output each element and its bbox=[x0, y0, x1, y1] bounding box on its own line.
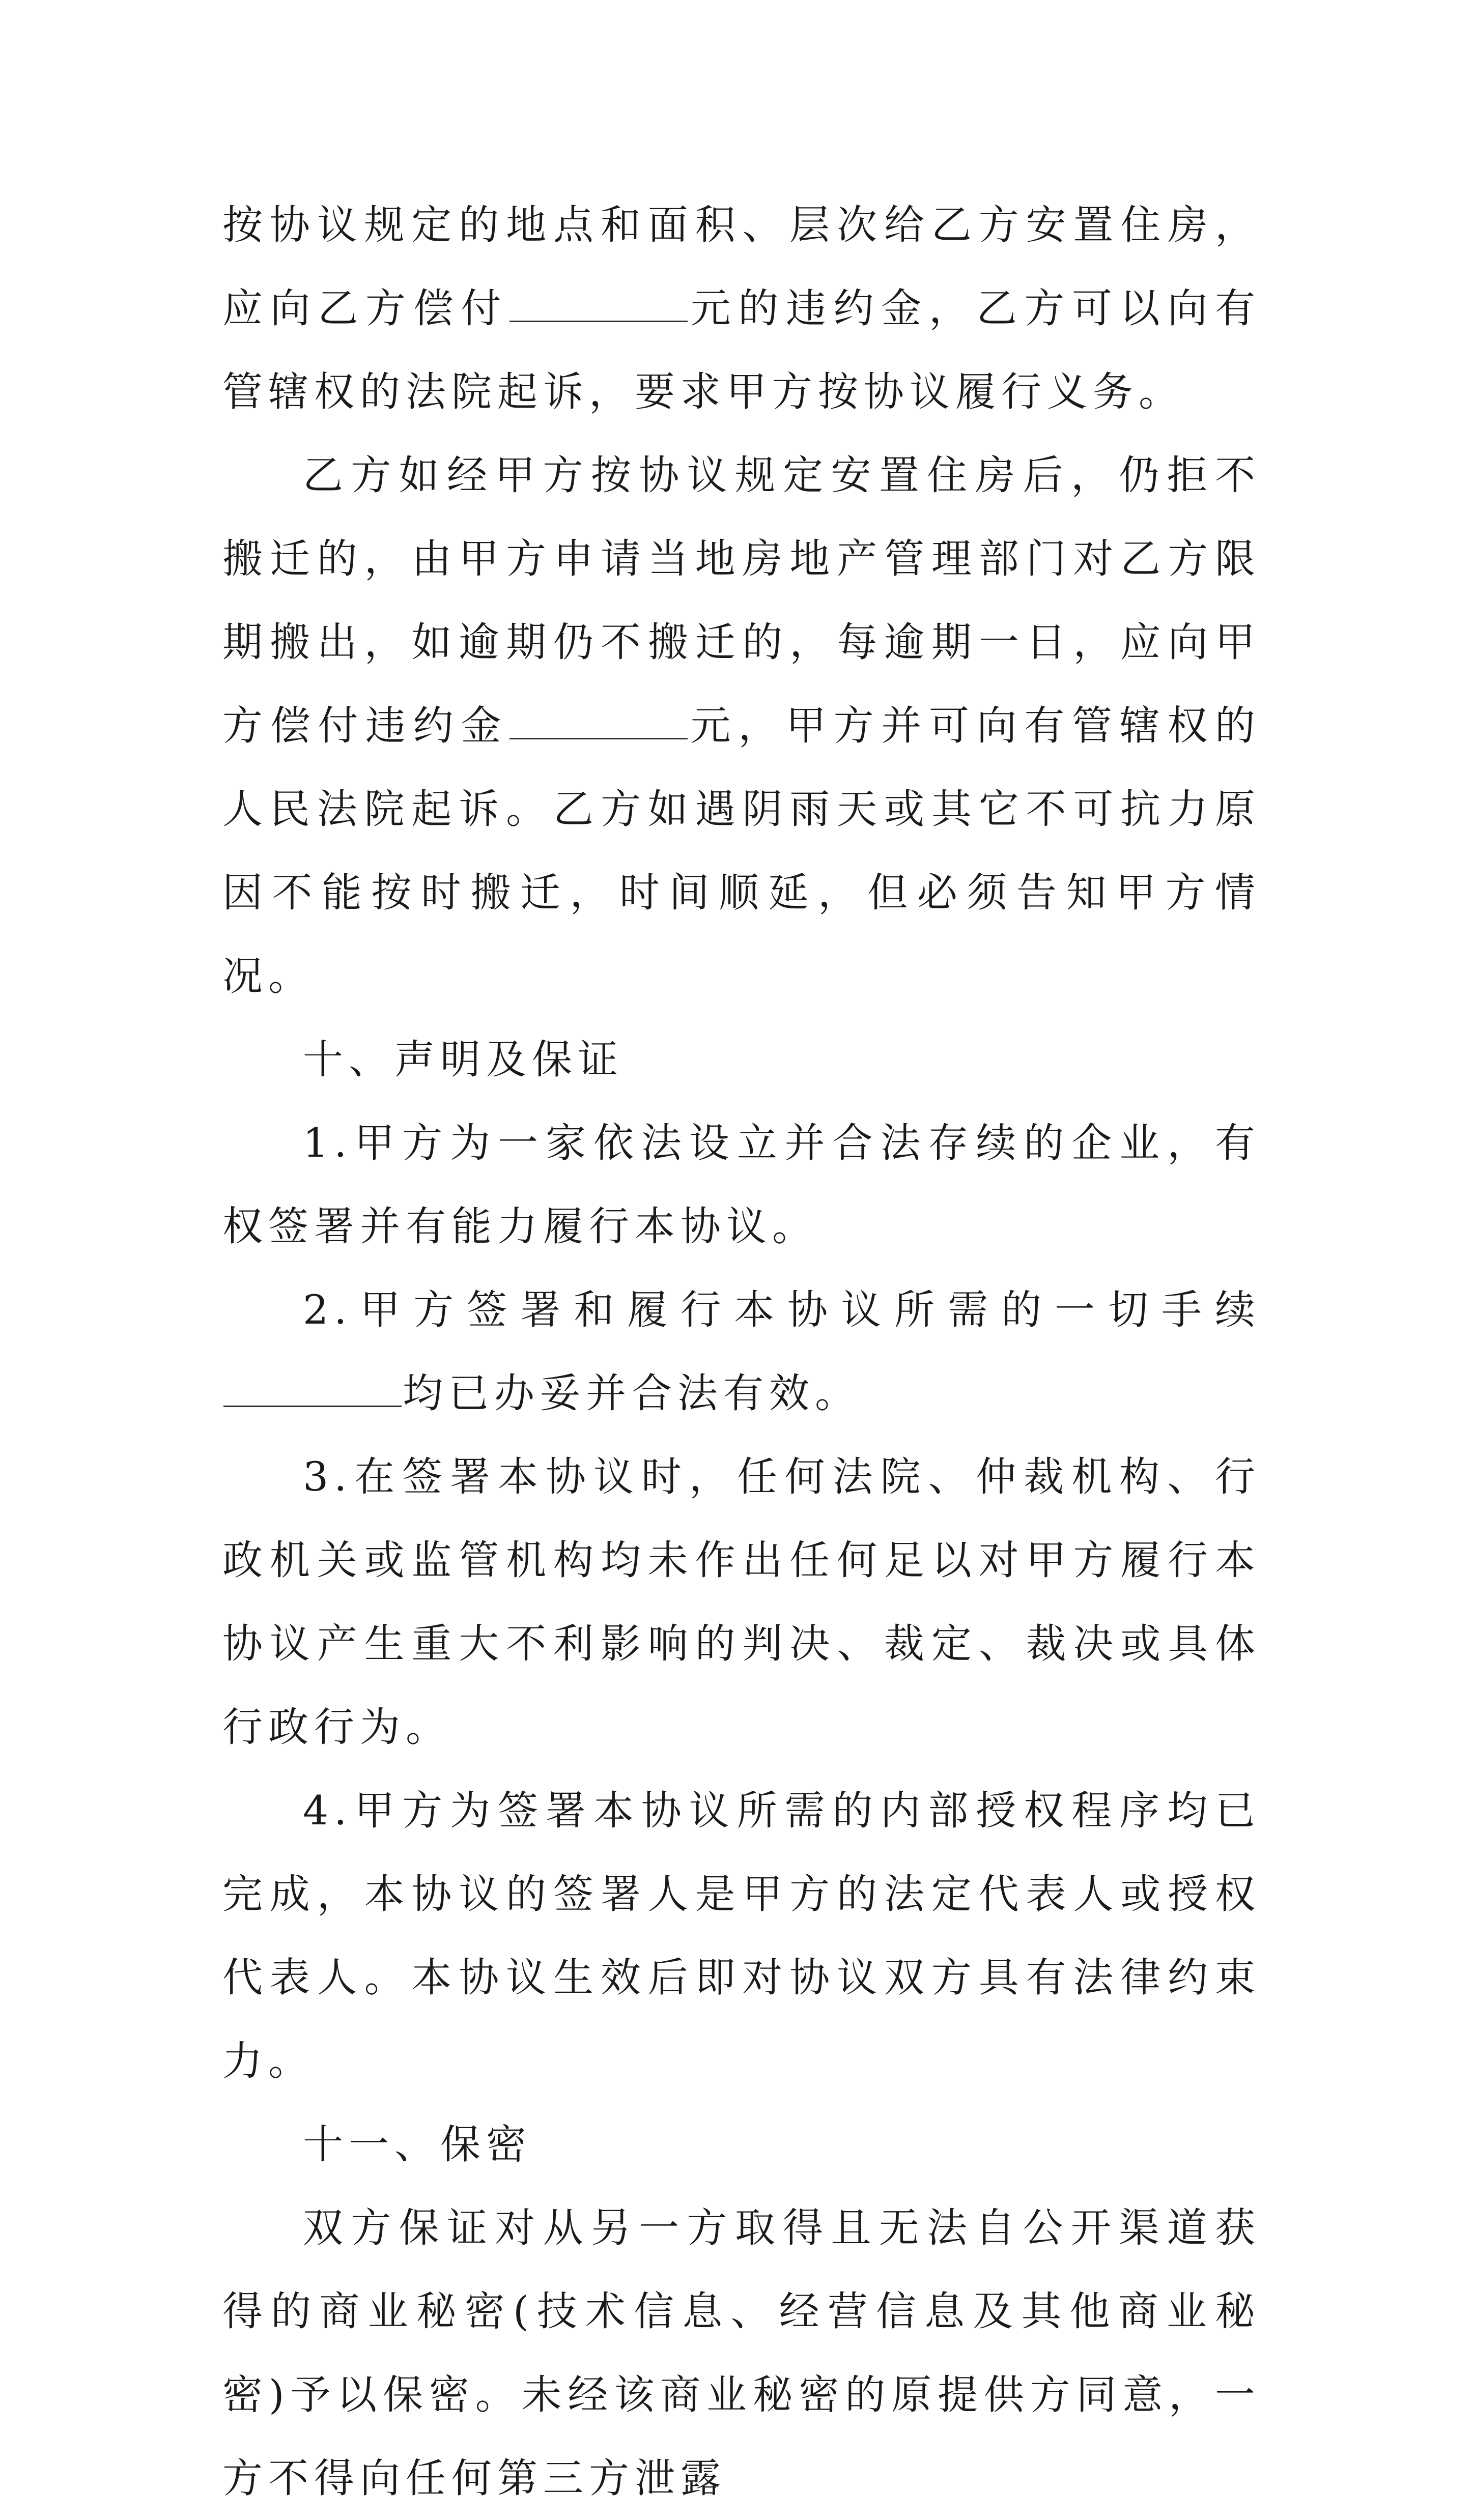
declaration-item-1: 1.甲方为一家依法设立并合法存续的企业，有权签署并有能力履行本协议。 bbox=[222, 1120, 1261, 1250]
text-segment: 均已办妥并合法有效。 bbox=[403, 1370, 861, 1417]
declaration-item-2 bbox=[222, 1268, 1261, 1435]
paragraph-relocation-penalty bbox=[222, 183, 1261, 434]
paragraph-refusal-to-relocate bbox=[222, 434, 1261, 1018]
blank-fill-line bbox=[509, 706, 688, 739]
text-segment: 乙方如经甲方按协议规定安置住房后，仍拒不搬迁的，由甲方申请当地房地产管理部门对乙方限期搬出，如逾期仍不搬迁的，每逾期一日，应向甲方偿付违约金 bbox=[222, 452, 1261, 749]
section-heading-declarations: 十、声明及保证 bbox=[303, 1036, 624, 1083]
document-body bbox=[222, 183, 1261, 2520]
text-segment: 按协议规定的地点和面积、层次给乙方安置住房，应向乙方偿付 bbox=[222, 202, 1261, 332]
text-segment: 2.甲方签署和履行本协议所需的一切手续 bbox=[303, 1286, 1261, 1333]
blank-fill-line bbox=[223, 1374, 402, 1407]
paragraph-confidentiality: 双方保证对从另一方取得且无法自公开渠道获得的商业秘密(技术信息、经营信息及其他商业秘密)予以保密。未经该商业秘密的原提供方同意，一方不得向任何第三方泄露 bbox=[222, 2204, 1261, 2502]
blank-fill-line bbox=[509, 289, 688, 322]
text-segment: 元，甲方并可向有管辖权的人民法院起诉。乙方如遇阴雨天或其它不可抗力原因不能按时搬迁，时间顺延，但必须告知甲方情况。 bbox=[222, 702, 1261, 999]
text-segment: 元的违约金，乙方可以向有管辖权的法院起诉，要求甲方按协议履行义务。 bbox=[222, 285, 1261, 415]
section-heading-confidentiality: 十一、保密 bbox=[303, 2121, 532, 2168]
declaration-item-4: 4.甲方为签署本协议所需的内部授权程序均已完成，本协议的签署人是甲方的法定代表人或授权代表人。本协议生效后即对协议双方具有法律约束力。 bbox=[222, 1787, 1261, 2084]
declaration-item-3: 3.在签署本协议时，任何法院、仲裁机构、行政机关或监管机构均未作出任何足以对甲方履行本协议产生重大不利影响的判决、裁定、裁决或具体行政行为。 bbox=[222, 1453, 1261, 1751]
